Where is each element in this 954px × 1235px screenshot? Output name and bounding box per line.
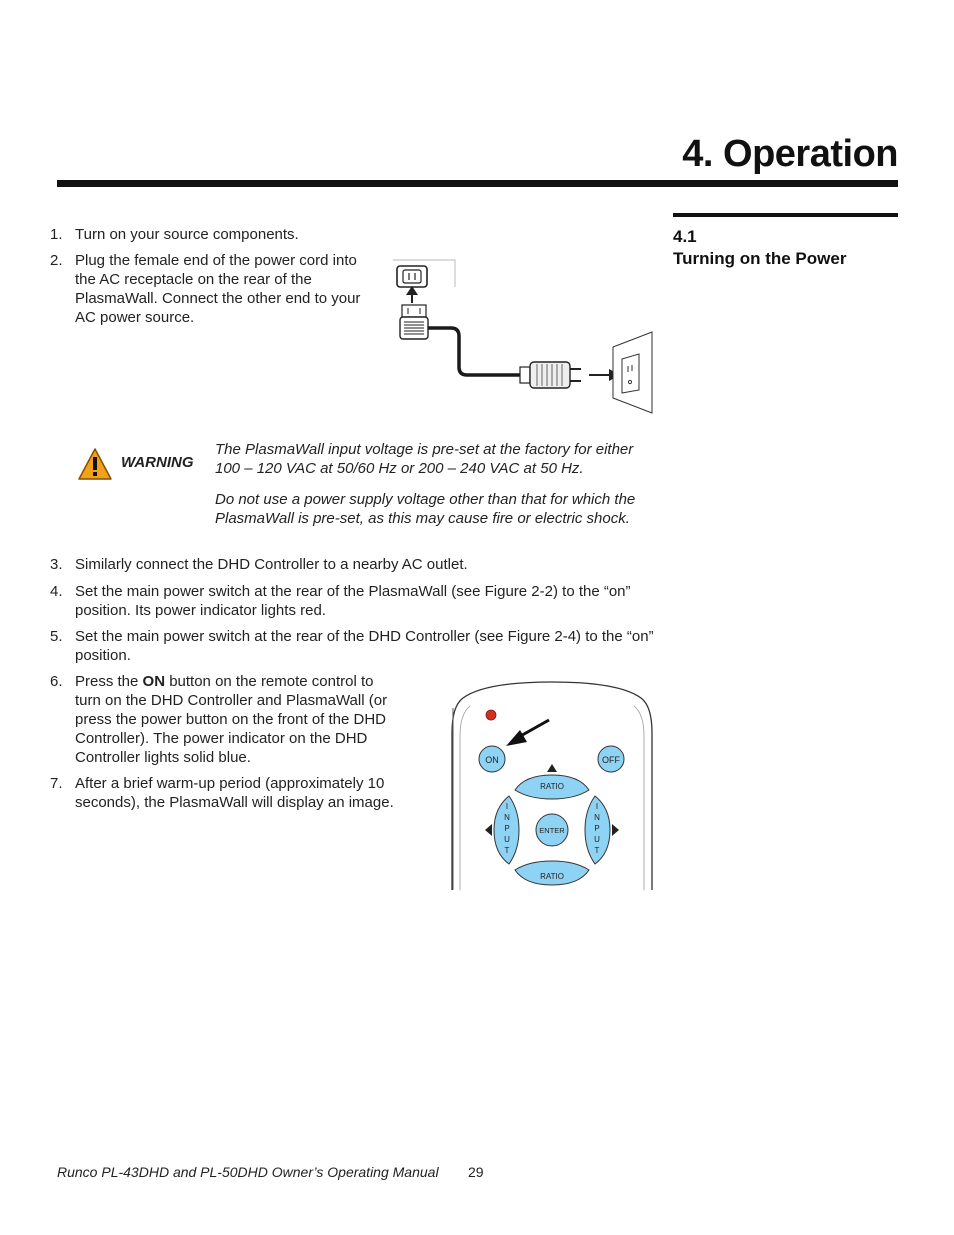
remote-control-illustration xyxy=(445,678,660,893)
svg-text:ON: ON xyxy=(485,755,499,765)
warning-triangle-icon xyxy=(77,447,113,481)
list-text: Set the main power switch at the rear of the DHD Controller (see Figure 2-4) to the “on” position. xyxy=(75,628,654,664)
section-number: 4.1 xyxy=(673,227,697,246)
list-item xyxy=(50,582,660,620)
svg-text:T: T xyxy=(594,846,600,855)
svg-text:RATIO: RATIO xyxy=(540,872,564,881)
list-number: 4. xyxy=(50,583,63,600)
list-text-part: Press the xyxy=(75,673,143,690)
list-item xyxy=(50,774,395,812)
warning-block xyxy=(77,440,657,530)
svg-text:RATIO: RATIO xyxy=(540,782,564,791)
off-button[interactable] xyxy=(598,746,624,772)
list-number: 5. xyxy=(50,628,63,645)
list-item xyxy=(50,555,660,574)
svg-text:P: P xyxy=(594,824,600,833)
list-text: Turn on your source components. xyxy=(75,226,299,243)
warning-label: WARNING xyxy=(121,454,194,471)
enter-button[interactable] xyxy=(536,814,568,846)
list-text: Set the main power switch at the rear of the PlasmaWall (see Figure 2-2) to the “on” position. Its power indicator lights red. xyxy=(75,583,631,619)
power-led-icon xyxy=(486,710,496,720)
section-title: Turning on the Power xyxy=(673,249,847,268)
svg-text:U: U xyxy=(504,835,510,844)
svg-text:T: T xyxy=(504,846,510,855)
on-button[interactable] xyxy=(479,746,505,772)
chapter-rule xyxy=(57,180,898,187)
svg-text:I: I xyxy=(595,802,599,811)
list-item xyxy=(50,627,660,665)
page-number: 29 xyxy=(468,1164,484,1180)
svg-text:I: I xyxy=(505,802,509,811)
list-text xyxy=(75,672,395,767)
list-item xyxy=(50,251,370,327)
svg-text:N: N xyxy=(594,813,600,822)
list-text: Plug the female end of the power cord into the AC receptacle on the rear of the PlasmaWall. Connect the other end to your AC power source. xyxy=(75,252,361,326)
list-text: After a brief warm-up period (approximately 10 seconds), the PlasmaWall will display an image. xyxy=(75,775,394,811)
footer-manual-title: Runco PL-43DHD and PL-50DHD Owner’s Operating Manual xyxy=(57,1164,439,1180)
svg-text:U: U xyxy=(594,835,600,844)
power-cord-illustration xyxy=(385,255,660,415)
list-number: 1. xyxy=(50,226,63,243)
list-number: 6. xyxy=(50,673,63,690)
section-heading xyxy=(673,226,846,270)
svg-text:N: N xyxy=(504,813,510,822)
svg-text:P: P xyxy=(504,824,510,833)
section-rule xyxy=(673,213,898,217)
warning-paragraph: The PlasmaWall input voltage is pre-set at the factory for either 100 – 120 VAC at 50/60 Hz or 200 – 240 VAC at 50 Hz. xyxy=(215,441,634,477)
list-item xyxy=(50,225,370,244)
chapter-title: 4. Operation xyxy=(682,133,898,175)
list-text-part: button on the remote control to turn on the DHD Controller and PlasmaWall (or press the power button on the front of the DHD Controller). The power indicator on the DHD Controller lights solid blue. xyxy=(75,673,388,766)
list-number: 7. xyxy=(50,775,63,792)
on-keyword: ON xyxy=(142,673,166,690)
list-number: 3. xyxy=(50,556,63,573)
list-item xyxy=(50,672,395,767)
warning-paragraph: Do not use a power supply voltage other than that for which the PlasmaWall is pre-set, as this may cause fire or electric shock. xyxy=(215,491,636,527)
list-text: Similarly connect the DHD Controller to a nearby AC outlet. xyxy=(75,556,468,573)
svg-text:ENTER: ENTER xyxy=(539,826,565,835)
svg-text:OFF: OFF xyxy=(602,755,620,765)
list-number: 2. xyxy=(50,252,63,269)
